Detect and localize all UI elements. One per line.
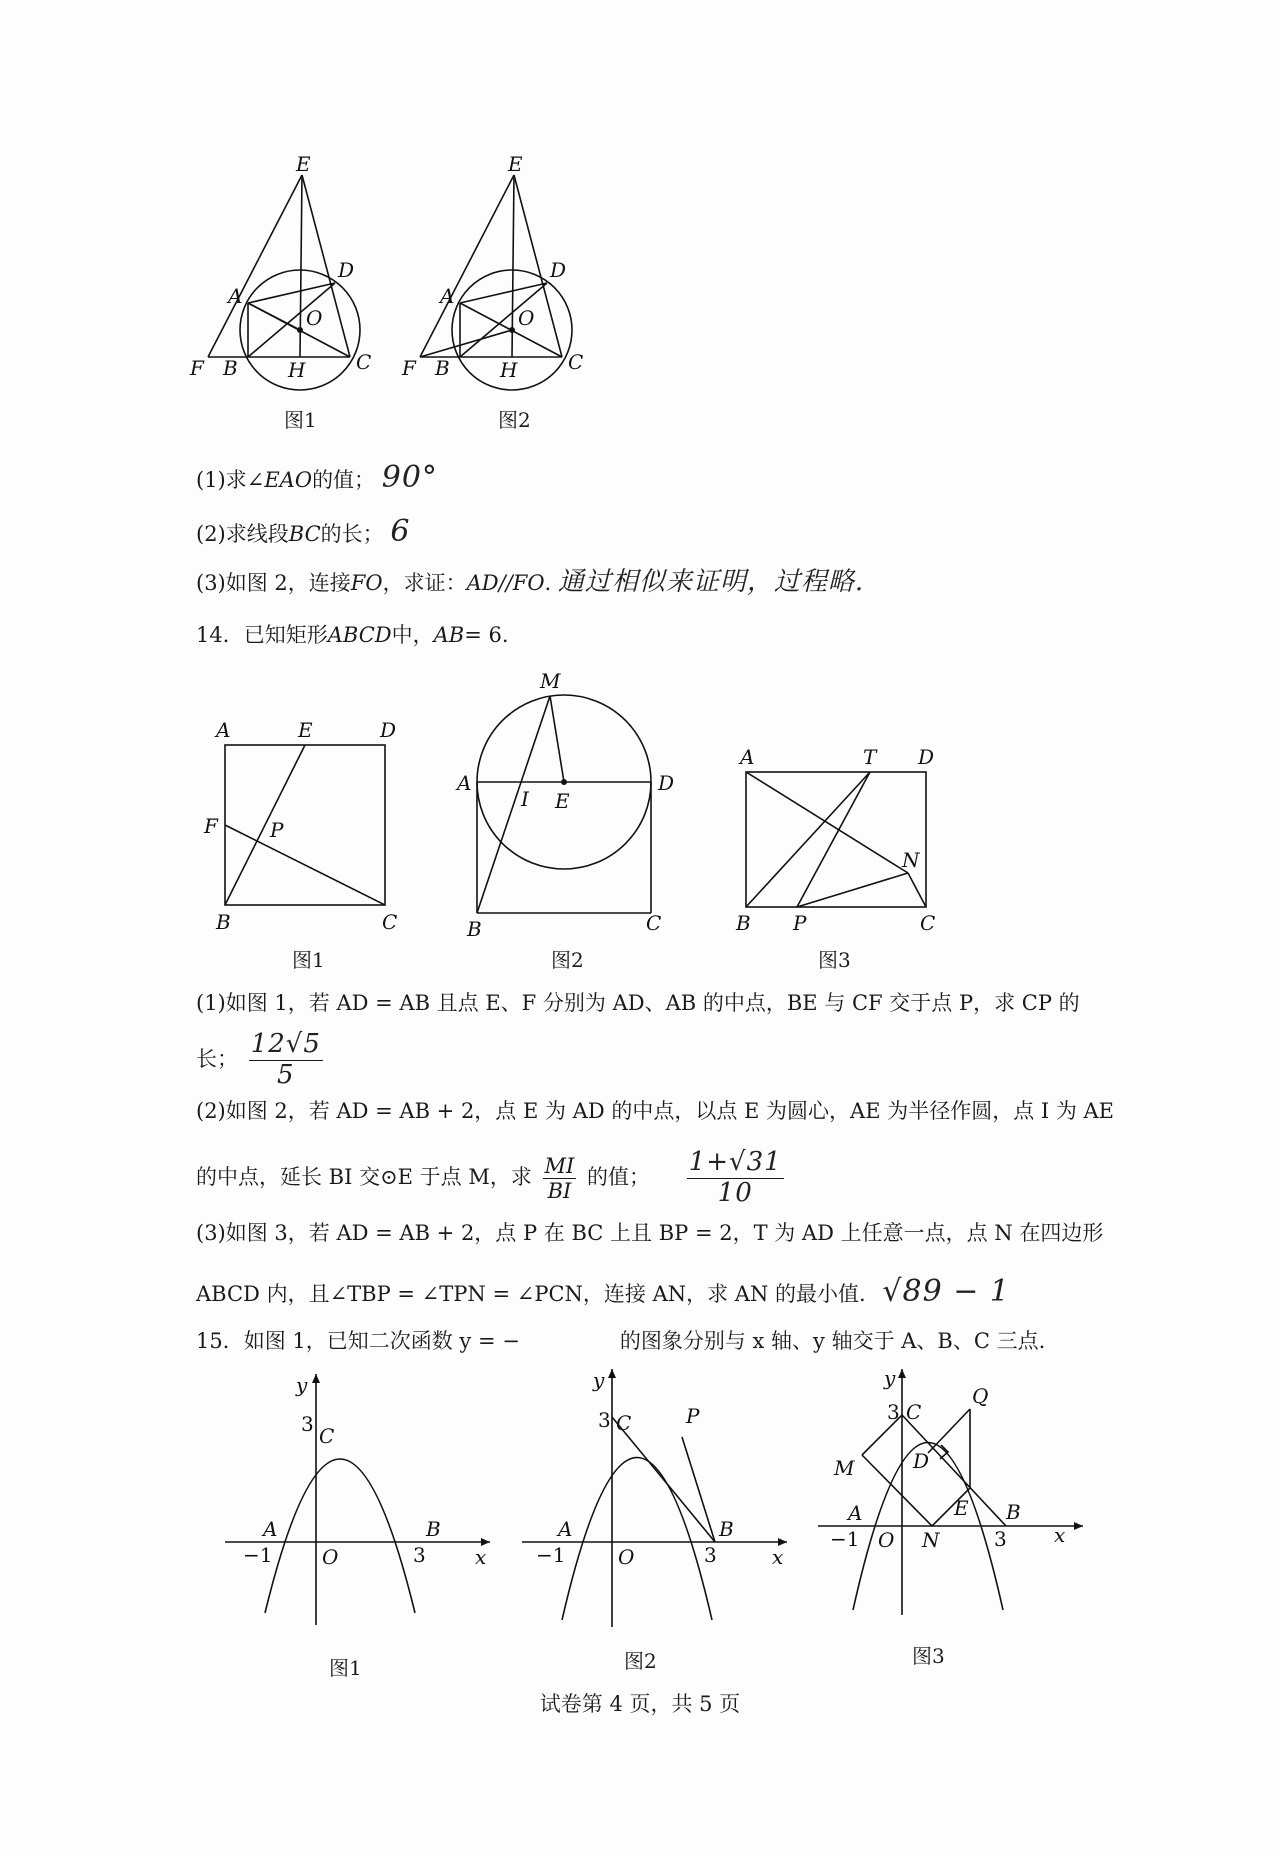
label-x: x xyxy=(772,1545,784,1569)
q14-part3-text: ABCD 内，且∠TBP = ∠TPN = ∠PCN，连接 AN，求 AN 的最小值. xyxy=(196,1282,866,1306)
q14-figure-3-caption: 图3 xyxy=(818,948,851,972)
label-M: M xyxy=(540,669,561,693)
q14-part2-frac-num: MI xyxy=(544,1153,575,1178)
label-N: N xyxy=(922,1528,940,1552)
label-N: N xyxy=(902,848,920,872)
label-F: F xyxy=(402,356,416,380)
label-A: A xyxy=(848,1501,863,1525)
q14-part3-line2 xyxy=(196,1272,1010,1311)
q15-stem-text-a: 15．如图 1，已知二次函数 y = − xyxy=(196,1329,520,1353)
label-E: E xyxy=(555,789,570,813)
label-A: A xyxy=(228,284,243,308)
label-F: F xyxy=(190,356,204,380)
q14-part2-fraction xyxy=(543,1154,577,1203)
label-H: H xyxy=(500,358,518,382)
q13-part1-text-b: 的值； xyxy=(312,468,376,492)
q13-part2-answer: 6 xyxy=(390,514,411,549)
q13-figure-2-caption: 图2 xyxy=(498,408,531,432)
q13-part1 xyxy=(196,458,438,497)
label-3-x: 3 xyxy=(704,1543,717,1567)
label-O: O xyxy=(618,1545,635,1569)
label-B: B xyxy=(736,911,751,935)
label-neg1: −1 xyxy=(830,1527,860,1551)
label-B: B xyxy=(223,356,238,380)
label-A: A xyxy=(216,718,231,742)
label-x: x xyxy=(475,1545,487,1569)
q14-part1-line2 xyxy=(196,1030,327,1091)
q14-part3-answer: √89 − 1 xyxy=(882,1274,1010,1309)
q14-part2-frac-den: BI xyxy=(547,1178,572,1203)
label-B: B xyxy=(426,1517,441,1541)
q14-figure-1 xyxy=(200,715,410,935)
label-3-x: 3 xyxy=(413,1543,426,1567)
q14-part2-line2 xyxy=(196,1148,788,1209)
label-O: O xyxy=(322,1545,339,1569)
q14-part2-answer xyxy=(687,1148,784,1209)
label-neg1: −1 xyxy=(536,1543,566,1567)
q15-figure-2 xyxy=(522,1365,792,1630)
label-P: P xyxy=(270,818,284,842)
q13-figure-1 xyxy=(190,152,390,385)
label-y: y xyxy=(884,1366,896,1390)
label-C: C xyxy=(920,911,936,935)
label-x: x xyxy=(1054,1523,1066,1547)
q15-figure-3 xyxy=(818,1365,1088,1625)
q14-stem-text: 14．已知矩形 xyxy=(196,623,328,647)
q15-stem xyxy=(196,1328,1045,1355)
label-y: y xyxy=(296,1373,308,1397)
q13-part3-var1: FO xyxy=(350,571,383,595)
label-A: A xyxy=(740,745,755,769)
q15-figure-1 xyxy=(225,1370,495,1630)
label-3-y: 3 xyxy=(301,1412,314,1436)
label-O: O xyxy=(518,306,535,330)
q14-part1-answer xyxy=(249,1030,323,1091)
label-E: E xyxy=(954,1496,969,1520)
label-D: D xyxy=(658,771,675,795)
q14-stem-var1: ABCD xyxy=(327,623,392,647)
q13-part1-text: (1)求∠ xyxy=(196,468,265,492)
label-T: T xyxy=(863,745,877,769)
label-H: H xyxy=(288,358,306,382)
q15-figure-3-caption: 图3 xyxy=(912,1644,945,1668)
label-C: C xyxy=(906,1400,922,1424)
q14-figure-3 xyxy=(730,740,950,940)
q14-part2-answer-den: 10 xyxy=(717,1177,753,1208)
q13-part2-var: BC xyxy=(288,522,321,546)
q14-stem-text-b: 中， xyxy=(391,623,434,647)
label-E: E xyxy=(508,152,523,176)
label-B: B xyxy=(1006,1500,1021,1524)
q13-part2-text: (2)求线段 xyxy=(196,522,289,546)
label-D: D xyxy=(380,718,397,742)
q14-part1-answer-num: 12√5 xyxy=(250,1029,321,1059)
label-3-y: 3 xyxy=(598,1408,611,1432)
q13-part1-answer: 90° xyxy=(381,460,438,495)
q15-figure-1-caption: 图1 xyxy=(329,1656,362,1680)
label-B: B xyxy=(435,356,450,380)
q14-part2-line1: (2)如图 2，若 AD = AB + 2，点 E 为 AD 的中点，以点 E 为圆心，AE 为半径作圆，点 I 为 AE xyxy=(196,1099,1115,1123)
q13-part3-text-b: ，求证： xyxy=(382,571,467,595)
label-B: B xyxy=(467,917,482,941)
label-F: F xyxy=(204,814,218,838)
q13-part2 xyxy=(196,512,410,551)
q13-part3-text: (3)如图 2，连接 xyxy=(196,571,351,595)
q14-part2-answer-num: 1+√31 xyxy=(688,1147,782,1177)
label-E: E xyxy=(296,152,311,176)
q13-part3-answer: 通过相似来证明，过程略. xyxy=(557,567,865,597)
q14-stem-var2: AB xyxy=(433,623,465,647)
label-A: A xyxy=(457,771,472,795)
q14-part3-line1: (3)如图 3，若 AD = AB + 2，点 P 在 BC 上且 BP = 2，T 为 AD 上任意一点，点 N 在四边形 xyxy=(196,1221,1104,1245)
label-C: C xyxy=(646,911,662,935)
q15-stem-text-b: 的图象分别与 x 轴、y 轴交于 A、B、C 三点. xyxy=(619,1329,1046,1353)
label-D: D xyxy=(918,745,935,769)
label-O: O xyxy=(306,306,323,330)
label-D: D xyxy=(550,258,567,282)
q14-part1-answer-den: 5 xyxy=(277,1059,295,1090)
q13-part3-var2: AD//FO xyxy=(466,571,545,595)
label-C: C xyxy=(382,910,398,934)
q14-figure-1-caption: 图1 xyxy=(292,948,325,972)
label-O: O xyxy=(878,1528,895,1552)
label-3-y: 3 xyxy=(887,1400,900,1424)
label-3-x: 3 xyxy=(994,1527,1007,1551)
label-C: C xyxy=(616,1411,632,1435)
q13-figure-1-caption: 图1 xyxy=(284,408,317,432)
label-P: P xyxy=(793,911,807,935)
label-y: y xyxy=(593,1368,605,1392)
label-M: M xyxy=(834,1456,855,1480)
q14-part2-text-b: 的值； xyxy=(587,1164,651,1189)
label-D: D xyxy=(913,1449,930,1473)
label-I: I xyxy=(521,787,529,811)
q13-part3-text-c: . xyxy=(544,571,552,595)
page-footer: 试卷第 4 页，共 5 页 xyxy=(539,1692,741,1716)
label-A: A xyxy=(263,1517,278,1541)
label-A: A xyxy=(558,1517,573,1541)
q14-part1-line1: (1)如图 1，若 AD = AB 且点 E、F 分别为 AD、AB 的中点，BE 与 CF 交于点 P，求 CP 的 xyxy=(196,991,1080,1015)
q14-figure-2-caption: 图2 xyxy=(551,948,584,972)
q13-part2-text-b: 的长； xyxy=(320,522,384,546)
label-E: E xyxy=(298,718,313,742)
label-A: A xyxy=(440,284,455,308)
q14-part1-text: 长； xyxy=(196,1046,238,1071)
q13-part1-var: EAO xyxy=(264,468,313,492)
label-C: C xyxy=(319,1424,335,1448)
label-B: B xyxy=(216,910,231,934)
label-C: C xyxy=(356,350,372,374)
label-C: C xyxy=(568,350,584,374)
label-B: B xyxy=(719,1517,734,1541)
label-neg1: −1 xyxy=(243,1543,273,1567)
q13-figure-2 xyxy=(402,152,602,385)
q13-part3 xyxy=(196,566,864,600)
q14-part2-text-a: 的中点，延长 BI 交⊙E 于点 M，求 xyxy=(196,1164,532,1189)
label-Q: Q xyxy=(972,1384,989,1408)
q14-stem xyxy=(196,622,509,649)
label-P: P xyxy=(686,1404,700,1428)
q14-stem-text-c: = 6. xyxy=(464,623,509,647)
q15-figure-2-caption: 图2 xyxy=(624,1649,657,1673)
label-D: D xyxy=(338,258,355,282)
q14-figure-2 xyxy=(455,668,695,941)
